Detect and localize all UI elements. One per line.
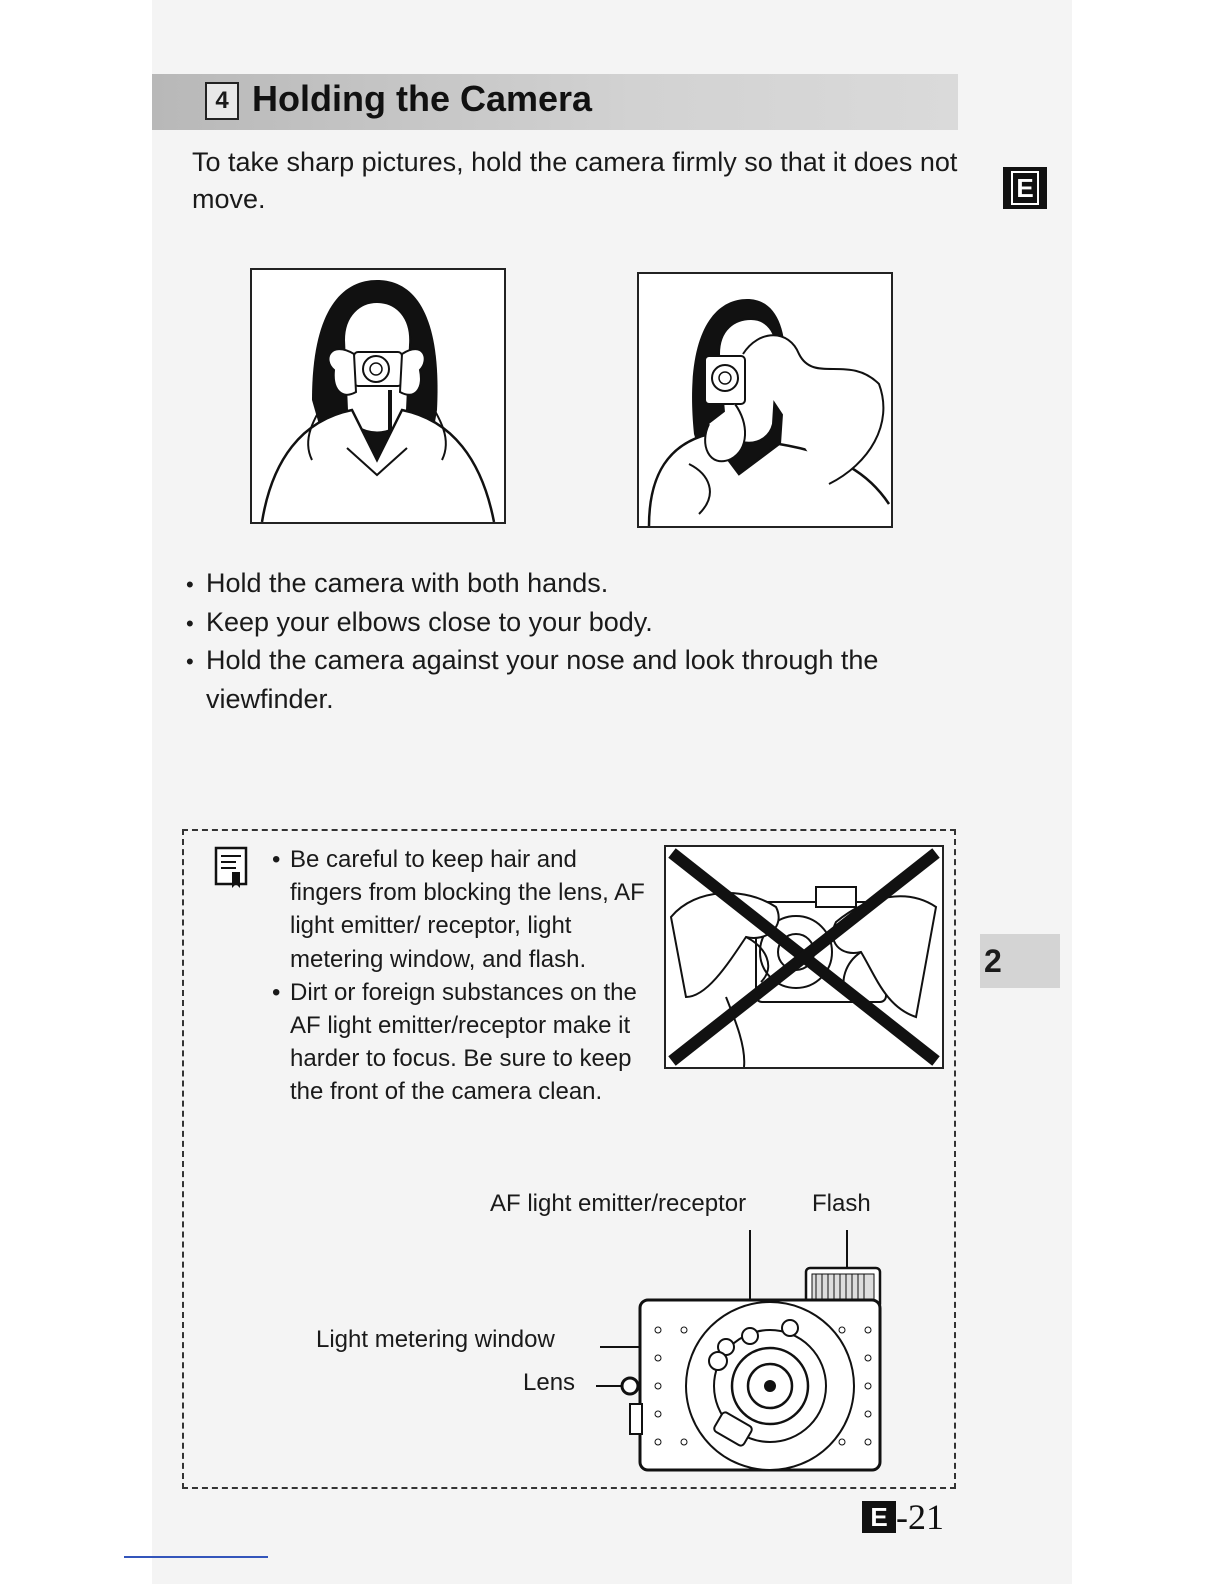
illustration-fingers-blocking	[664, 845, 944, 1069]
tip-item: • Keep your elbows close to your body.	[186, 604, 976, 643]
person-holding-camera-vertical-icon	[639, 274, 891, 526]
note-item: • Be careful to keep hair and fingers from blocking the lens, AF light emitter/ receptor, light metering window, and flash.	[272, 843, 647, 976]
section-number: 4	[205, 82, 239, 120]
illustration-vertical-grip	[637, 272, 893, 528]
page-number	[862, 1496, 944, 1538]
label-lens: Lens	[523, 1369, 576, 1396]
page-prefix: E	[862, 1501, 896, 1533]
tip-item: • Hold the camera with both hands.	[186, 565, 976, 604]
footer-rule	[124, 1556, 268, 1558]
memo-note-icon	[214, 846, 248, 890]
page-number-value: -21	[896, 1497, 944, 1537]
intro-text: To take sharp pictures, hold the camera firmly so that it does not move.	[192, 147, 958, 214]
section-title: Holding the Camera	[252, 78, 593, 119]
label-light-metering-window: Light metering window	[316, 1326, 555, 1353]
chapter-tab: 2	[980, 934, 1060, 988]
note-list	[272, 843, 647, 1109]
illustration-horizontal-grip	[250, 268, 506, 524]
language-tab: E	[1003, 167, 1047, 209]
label-af-emitter: AF light emitter/receptor	[490, 1190, 747, 1217]
person-holding-camera-horizontal-icon	[252, 270, 504, 522]
fingers-blocking-lens-crossed-icon	[666, 847, 942, 1067]
label-flash: Flash	[812, 1190, 871, 1217]
note-item: • Dirt or foreign substances on the AF light emitter/receptor make it harder to focus. Be sure to keep the front of the camera clean.	[272, 976, 647, 1109]
camera-front-diagram	[590, 1226, 890, 1476]
holding-tips-list	[186, 565, 976, 718]
tip-item: • Hold the camera against your nose and look through the viewfinder.	[186, 642, 976, 718]
